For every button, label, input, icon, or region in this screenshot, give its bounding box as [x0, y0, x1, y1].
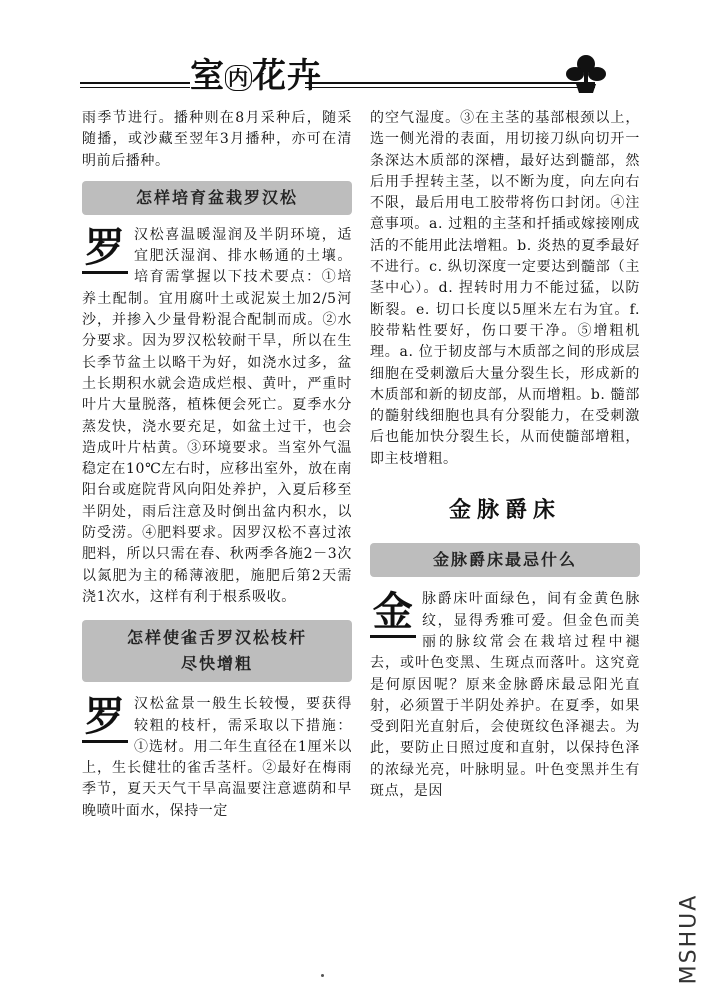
- header-title-small: 内: [225, 65, 252, 91]
- header-title: [190, 56, 322, 98]
- intro-paragraph: 雨季节进行。播种则在8月采种后，随采随播，或沙藏至翌年3月播种，亦可在清明前后播种。: [82, 110, 352, 169]
- article-text: 汉松盆景一般生长较慢，要获得较粗的枝杆，需采取以下措施：①选材。用二年生直径在1厘米以上，生长健壮的雀舌茎杆。②最好在梅雨季节，夏天天气干旱高温要注意遮荫和早晚喷叶面水，保持一定: [82, 696, 352, 819]
- potted-plant-icon: [566, 52, 606, 94]
- header-rule-left-thin: [80, 87, 190, 88]
- header-title-main: 室: [190, 56, 225, 96]
- left-column: [82, 108, 352, 822]
- continued-paragraph: 的空气湿度。③在主茎的基部根颈以上，选一侧光滑的表面，用切接刀纵向切开一条深达木质部的深槽，最好达到髓部，然后用手捏转主茎，以不断为度，向左向右不限，最后用电工胶带将伤口封闭。④注意事项。a. 过粗的主茎和扦插或嫁接刚成活的不能用此法增粗。b. 炎热的夏季最好不进行。c. 纵切深度一定要达到髓部（主茎中心）。d. 捏转时用力不能过猛，以防断裂。e. 切口长度以5厘米左右为宜。f. 胶带粘性要好，伤口要干净。⑤增粗机理。a. 位于韧皮部与木质部之间的形成层细胞在受刺激后大量分裂生长，形成新的木质部和新的韧皮部，从而增粗。b. 髓部的髓射线细胞也具有分裂能力，在受刺激后也能加快分裂生长，从而使髓部增粗，即主枝增粗。: [370, 110, 640, 467]
- header-rule-right-thin: [305, 87, 595, 88]
- article-text: 汉松喜温暖湿润及半阴环境，适宜肥沃湿润、排水畅通的土壤。培育需掌握以下技术要点：①培养土配制。宜用腐叶土或泥炭土加2/5河沙，并掺入少量骨粉混合配制而成。②水分要求。因为罗汉松较耐干旱，所以在生长季节盆土以略干为好，如浇水过多，盆土长期积水就会造成烂根、黄叶，严重时叶片大量脱落，植株便会死亡。夏季水分蒸发快，浇水要充足，如盆土过干，也会造成叶片枯黄。③环境要求。当室外气温稳定在10℃左右时，应移出室外，放在南阳台或庭院背风向阳处养护，入夏后移至半阴处，雨后注意及时倒出盆内积水，以防受涝。④肥料要求。因罗汉松不喜过浓肥料，所以只需在春、秋两季各施2－3次以氮肥为主的稀薄液肥，施肥后第2天需浇1次水，这样有利于根系吸收。: [82, 226, 352, 605]
- article-text: 脉爵床叶面绿色，间有金黄色脉纹，显得秀雅可爱。但金色而美丽的脉纹常会在栽培过程中褪去，或叶色变黑、生斑点而落叶。这究竟是何原因呢？原来金脉爵床最忌阳光直射，必须置于半阴处养护。在夏季，如果受到阳光直射后，会使斑纹色泽褪去。为此，要防止日照过度和直射，以保持色泽的浓绿光亮，叶脉明显。叶色变黑并生有斑点，是因: [370, 591, 640, 800]
- article-queshe: [82, 694, 352, 822]
- banner-title-line-2: 尽快增粗: [180, 654, 253, 674]
- page-header: [80, 52, 640, 104]
- dropcap-luo: 罗: [82, 227, 128, 274]
- watermark-text: MSHUA: [676, 893, 702, 985]
- banner-title-line-1: 怎样使雀舌罗汉松枝杆: [126, 628, 307, 648]
- section-banner-jinmai: [370, 543, 640, 577]
- header-rule-right: [305, 82, 595, 84]
- banner-title: 怎样培育盆栽罗汉松: [135, 187, 298, 207]
- banner-title: 金脉爵床最忌什么: [432, 550, 577, 570]
- section-title-jinmaijuechuang: 金脉爵床: [448, 498, 561, 524]
- header-title-rest: 花卉: [252, 56, 322, 96]
- page-dot: [321, 974, 324, 977]
- section-banner-queshe: [82, 620, 352, 682]
- header-rule-left: [80, 82, 190, 84]
- section-banner-luohansong: [82, 181, 352, 215]
- watermark: [674, 893, 704, 985]
- dropcap-luo-2: 罗: [82, 696, 128, 743]
- article-luohansong: [82, 225, 352, 608]
- article-jinmai: [370, 589, 640, 802]
- dropcap-jin: 金: [370, 591, 416, 638]
- right-column: [370, 108, 640, 802]
